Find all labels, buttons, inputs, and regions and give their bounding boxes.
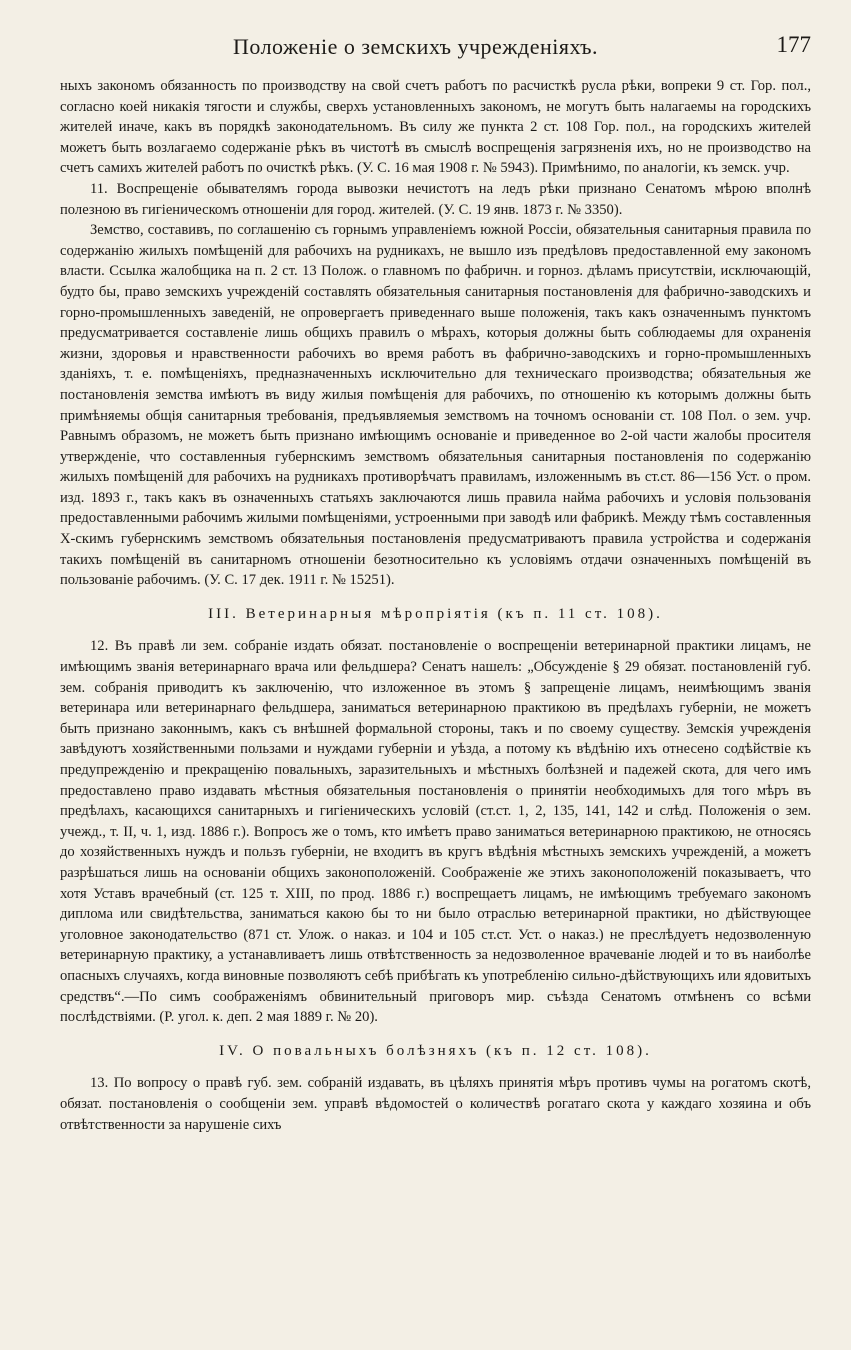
paragraph-12: 12. Въ правѣ ли зем. собраніе издать обязат. постановленіе о воспрещеніи ветеринарной практики лицамъ, не имѣющимъ званія ветеринарнаго врача или фельдшера? Сенатъ нашелъ: „Обсужденіе § 29 обязат. постановленій губ. зем. собранія приводитъ къ заключенію, что изложенное въ этомъ § запрещеніе лицамъ, неимѣющимъ званія ветеринара или ветеринарнаго фельдшера, заниматься ветеринарною практикою въ предѣлахъ губерніи, не можетъ быть признано законнымъ, какъ съ внѣшней формальной стороны, такъ и по своему существу. Земскія учрежденія завѣдуютъ хозяйственными пользами и нуждами губерніи и уѣзда, а потому къ вѣдѣнію ихъ отнесено содѣйствіе къ предупрежденію и прекращенію повальныхъ, заразительныхъ и мѣстныхъ болѣзней и падежей скота, для чего имъ предоставлено право издавать мѣстныя обязательныя постановленія о принятіи необходимыхъ для того мѣръ въ предѣлахъ, касающихся санитарныхъ и гигіеническихъ условій (ст.ст. 1, 2, 135, 141, 142 и слѣд. Положенія о зем. учежд., т. II, ч. 1, изд. 1886 г.). Вопросъ же о томъ, кто имѣетъ право заниматься ветеринарною практикою, не относясь до хозяйственныхъ нуждъ и пользъ губерніи, не входитъ въ кругъ вѣдѣнія мѣстныхъ земскихъ учрежденій, а можетъ разрѣшаться лишь на основаніи общихъ законоположеній. Соображеніе же этихъ законоположеній показываетъ, что хотя Уставъ врачебный (ст. 125 т. XIII, по прод. 1886 г.) воспрещаетъ лицамъ, не имѣющимъ требуемаго закономъ диплома или свидѣтельства, заниматься какою бы то ни было отраслью ветеринарной практики, но дѣйствующее уголовное законодательство (871 ст. Улож. о наказ. и 104 и 105 ст.ст. Уст. о наказ.) не преслѣдуетъ недозволенную ветеринарную практику, а устанавливаетъ лишь отвѣтственность за недозволенное врачеваніе людей и то въ наиболѣе опасныхъ случаяхъ, когда виновные позволяютъ себѣ прибѣгать къ употребленію сильно-дѣйствующихъ или ядовитыхъ средствъ“.—По симъ соображеніямъ обвинительный приговоръ мир. съѣзда Сенатомъ отмѣненъ со всѣми послѣдствіями. (Р. угол. к. деп. 2 мая 1889 г. № 20). (60, 638, 811, 1026)
section-title-epidemics: IV. О повальныхъ болѣзняхъ (къ п. 12 ст. 108). (219, 1042, 652, 1059)
paragraph-zemstvo-mines: Земство, составивъ, по соглашенію съ горнымъ управленіемъ южной Россіи, обязательныя санитарныя правила по содержанію жилыхъ помѣщеній для рабочихъ на рудникахъ, не вышло изъ предѣловъ предоставленной ему закономъ власти. Ссылка жалобщика на п. 2 ст. 13 Полож. о главномъ по фабричн. и горноз. дѣламъ присутствіи, исключающій, будто бы, право земскихъ учрежденій составлять обязательныя санитарныя постановленія для фабрично-заводскихъ и горно-промышленныхъ заведеній, не опровергаетъ приведеннаго выше положенія, такъ какъ означеннымъ пунктомъ предусматривается составленіе лишь общихъ правилъ о мѣрахъ, которыя должны быть соблюдаемы для охраненія жизни, здоровья и нравственности рабочихъ во время работъ въ фабрично-заводскихъ и горно-промышленныхъ зданіяхъ, т. е. помѣщеніяхъ, предназначенныхъ исключительно для техническаго производства; обязательныя же постановленія земства имѣютъ въ виду жилыя помѣщенія для рабочихъ, по отношенію къ которымъ должны быть примѣняемы общія санитарныя требованія, предъявляемыя земствомъ на точномъ основаніи ст. 108 Пол. о зем. учр. Равнымъ образомъ, не можетъ быть признано имѣющимъ основаніе и приведенное во 2-ой части жалобы просителя утвержденіе, что составленныя губернскимъ земствомъ обязательныя санитарныя постановленія по содержанію жилыхъ помѣщеній для рабочихъ на рудникахъ противорѣчатъ правиламъ, изложеннымъ въ ст.ст. 86—156 Уст. о пром. изд. 1893 г., такъ какъ въ означенныхъ статьяхъ заключаются лишь правила найма рабочихъ и условія пользованія предоставленными рабочимъ жилыми помѣщеніями, устроенными при заводѣ или фабрикѣ. Между тѣмъ составленныя Х-скимъ губернскимъ земствомъ обязательныя постановленія предусматриваютъ правила устройства и содержанія такихъ помѣщеній въ санитарномъ отношеніи безотносительно къ условіямъ отдачи означенныхъ помѣщеній въ пользованіе рабочимъ. (У. С. 17 дек. 1911 г. № 15251). (60, 222, 811, 589)
body-text (60, 76, 811, 1135)
section-title-veterinary: III. Ветеринарныя мѣропріятія (къ п. 11 ст. 108). (208, 605, 663, 622)
page-header (60, 30, 811, 64)
paragraph-13: 13. По вопросу о правѣ губ. зем. собраній издавать, въ цѣляхъ принятія мѣръ противъ чумы на рогатомъ скотѣ, обязат. постановленія о сообщеніи зем. управѣ вѣдомостей о количествѣ рогатаго скота у каждаго хозяина и объ отвѣтственности за нарушеніе сихъ (60, 1075, 811, 1133)
paragraph-11: 11. Воспрещеніе обывателямъ города вывозки нечистотъ на ледъ рѣки признано Сенатомъ мѣрою вполнѣ полезною въ гигіеническомъ отношеніи для город. жителей. (У. С. 19 янв. 1873 г. № 3350). (60, 180, 811, 218)
running-title: Положеніе о земскихъ учрежденіяхъ. (232, 34, 599, 59)
paragraph-continuation: ныхъ закономъ обязанность по производству на свой счетъ работъ по расчисткѣ русла рѣки, вопреки 9 ст. Гор. пол., согласно коей никакія тягости и службы, сверхъ установленныхъ закономъ, не могутъ быть налагаемы на городскихъ жителей иначе, какъ въ порядкѣ законодательномъ. Въ силу же пункта 2 ст. 108 Гор. пол., на городскихъ жителей можетъ быть возлагаемо содержаніе рѣкъ въ чистотѣ въ смыслѣ воспрещенія загрязненія ихъ, но не производство на счетъ самихъ жителей работъ по очисткѣ рѣкъ. (У. С. 16 мая 1908 г. № 5943). Примѣнимо, по аналогіи, къ земск. учр. (60, 78, 811, 177)
page-number: 177 (776, 32, 811, 57)
